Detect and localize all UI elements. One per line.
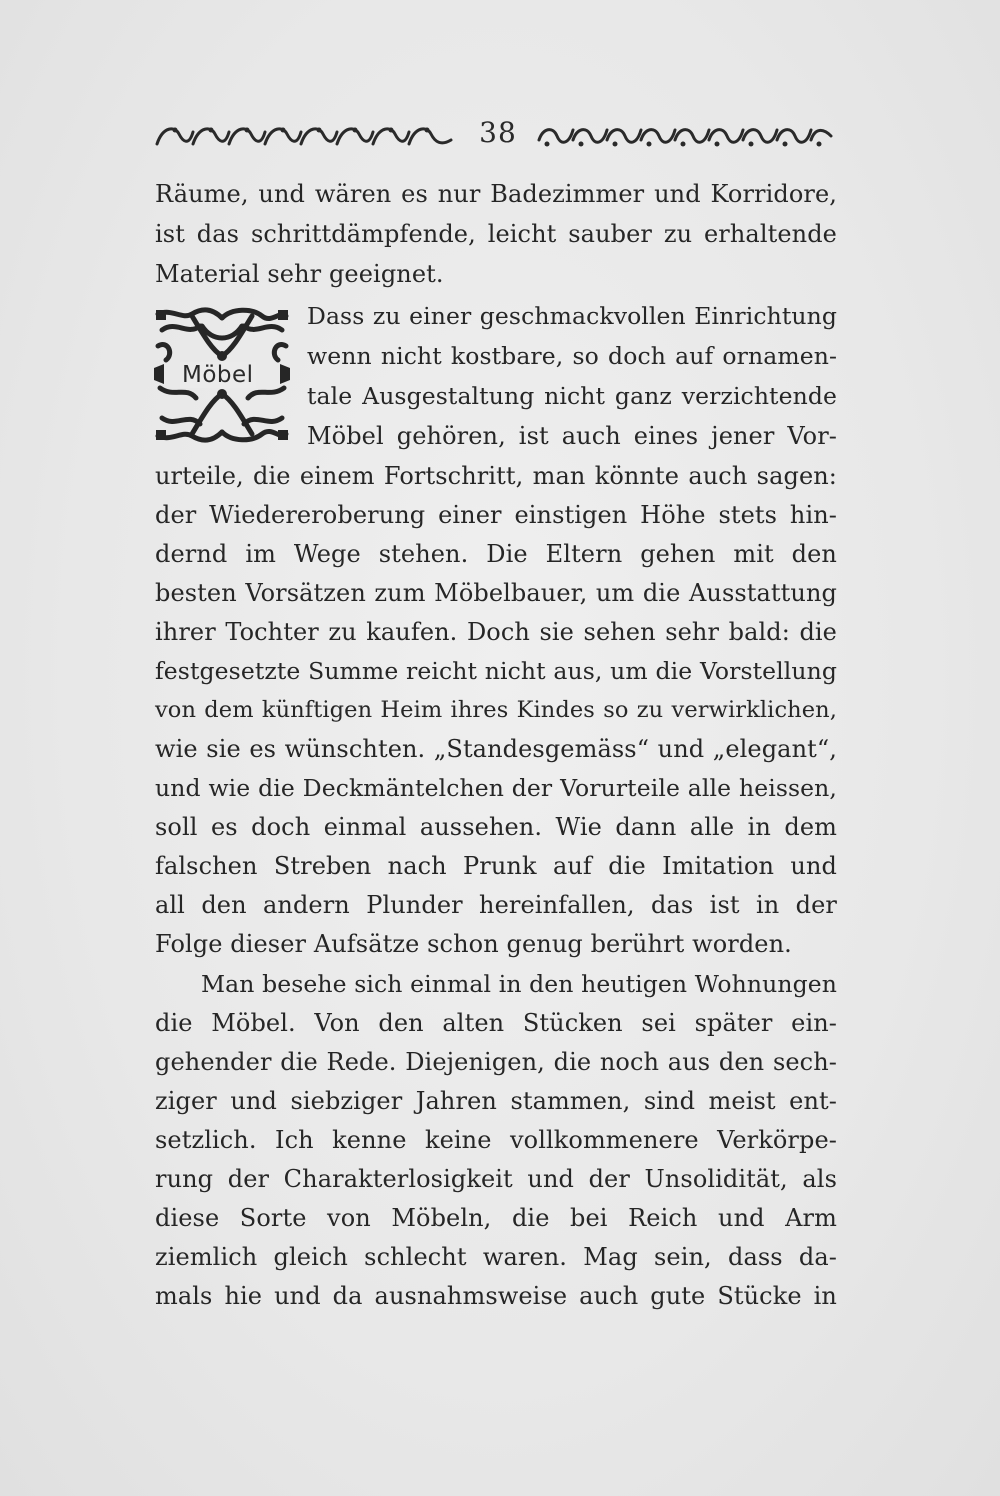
header-ornament-left-icon: [153, 122, 455, 148]
text-line: festgesetzte Summe reicht nicht aus, um die Vorstellung: [155, 657, 837, 685]
text-line: besten Vorsätzen zum Möbelbauer, um die Ausstattung: [155, 579, 837, 607]
text-line: Folge dieser Aufsätze schon genug berührt worden.: [155, 930, 792, 958]
text-line: ihrer Tochter zu kaufen. Doch sie sehen sehr bald: die: [155, 618, 837, 646]
text-line: ziemlich gleich schlecht waren. Mag sein, dass da-: [155, 1243, 837, 1271]
text-line: rung der Charakterlosigkeit und der Unsolidität, als: [155, 1165, 837, 1193]
text-line: von dem künftigen Heim ihres Kindes so zu verwirklichen,: [155, 697, 837, 723]
text-line: ziger und siebziger Jahren stammen, sind meist ent-: [155, 1087, 837, 1115]
text-line: dernd im Wege stehen. Die Eltern gehen mit den: [155, 540, 837, 568]
text-line: der Wiedereroberung einer einstigen Höhe stets hin-: [155, 501, 837, 529]
page-number: 38: [479, 116, 517, 149]
drop-ornament-label: Möbel: [182, 362, 254, 388]
text-line: tale Ausgestaltung nicht ganz verzichtende: [307, 382, 837, 410]
text-line: Material sehr geeignet.: [155, 260, 444, 288]
header-ornament-right-icon: [535, 122, 835, 148]
text-line: wenn nicht kostbare, so doch auf ornamen-: [307, 342, 837, 370]
text-line: und wie die Deckmäntelchen der Vorurteile alle heissen,: [155, 774, 837, 802]
text-line: ist das schrittdämpfende, leicht sauber zu erhaltende: [155, 220, 837, 248]
text-line: setzlich. Ich kenne keine vollkommenere Verkörpe-: [155, 1126, 837, 1154]
text-line: diese Sorte von Möbeln, die bei Reich und Arm: [155, 1204, 837, 1232]
text-line: die Möbel. Von den alten Stücken sei später ein-: [155, 1009, 837, 1037]
drop-ornament: [152, 306, 292, 444]
text-line: urteile, die einem Fortschritt, man könnte auch sagen:: [155, 462, 837, 490]
text-line: Man besehe sich einmal in den heutigen Wohnungen: [201, 970, 837, 998]
text-line: all den andern Plunder hereinfallen, das ist in der: [155, 891, 837, 919]
text-line: Dass zu einer geschmackvollen Einrichtung: [307, 302, 837, 330]
text-line: wie sie es wünschten. „Standesgemäss“ und „elegant“,: [155, 735, 837, 763]
text-line: falschen Streben nach Prunk auf die Imitation und: [155, 852, 837, 880]
text-line: gehender die Rede. Diejenigen, die noch aus den sech-: [155, 1048, 837, 1076]
text-line: Möbel gehören, ist auch eines jener Vor-: [307, 422, 837, 450]
text-line: Räume, und wären es nur Badezimmer und Korridore,: [155, 180, 837, 208]
text-line: soll es doch einmal aussehen. Wie dann alle in dem: [155, 813, 837, 841]
page-header: [153, 112, 835, 154]
text-line: mals hie und da ausnahmsweise auch gute Stücke in: [155, 1282, 837, 1310]
